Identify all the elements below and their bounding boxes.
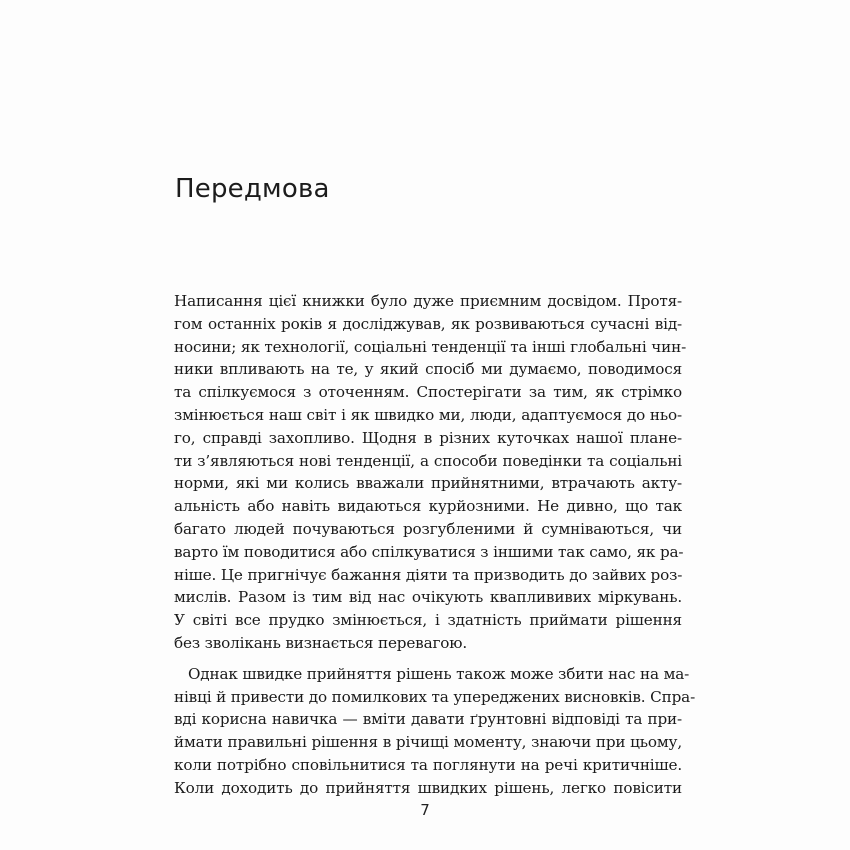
text-line: вді корисна навичка — вміти давати ґрунтовні відповіді та при- — [174, 710, 682, 729]
text-line: нівці й привести до помилкових та упереджених висновків. Спра- — [174, 687, 696, 706]
text-line: ніше. Це пригнічує бажання діяти та призводить до зайвих роз- — [174, 565, 683, 584]
text-line: ймати правильні рішення в річищі моменту, знаючи при цьому, — [174, 733, 682, 752]
paragraph-1 — [174, 290, 687, 655]
text-line: Написання цієї книжки було дуже приємним досвідом. Протя- — [174, 292, 682, 310]
text-line: коли потрібно сповільнитися та поглянути на речі критичніше. — [174, 755, 682, 774]
chapter-heading: Передмова — [175, 174, 330, 204]
text-line: змінюється наш світ і як швидко ми, люди, адаптуємося до ньо- — [174, 405, 682, 424]
text-line: альність або навіть видаються курйозними. Не дивно, що так — [174, 497, 682, 516]
text-line: го, справді захопливо. Щодня в різних куточках нашої плане- — [174, 428, 682, 447]
body-text — [174, 290, 696, 800]
text-line: без зволікань визнається перевагою. — [174, 633, 468, 652]
text-line: багато людей почуваються розгубленими й сумніваються, чи — [174, 519, 682, 538]
text-line: норми, які ми колись вважали прийнятними, втрачають акту- — [174, 474, 682, 493]
show-through-text — [300, 20, 850, 290]
text-line: та спілкуємося з оточенням. Спостерігати за тим, як стрімко — [174, 383, 682, 402]
text-line: У світі все прудко змінюється, і здатність приймати рішення — [174, 611, 682, 630]
text-line: варто їм поводитися або спілкуватися з іншими так само, як ра- — [174, 542, 684, 561]
page-number: 7 — [420, 801, 430, 819]
text-line: ти з’являються нові тенденції, а способи поведінки та соціальні — [174, 451, 682, 470]
text-line: мислів. Разом із тим від нас очікують кваплививих міркувань. — [174, 588, 682, 607]
text-line: гом останніх років я досліджував, як розвиваються сучасні від- — [174, 314, 682, 333]
paragraph-2 — [174, 663, 696, 800]
text-line: Коли доходить до прийняття швидких рішень, легко повісити — [174, 778, 682, 797]
text-line: Однак швидке прийняття рішень також може збити нас на ма- — [188, 664, 690, 683]
text-line: ники впливають на те, у який спосіб ми думаємо, поводимося — [174, 360, 682, 379]
text-line: носини; як технології, соціальні тенденції та інші глобальні чин- — [174, 337, 687, 356]
